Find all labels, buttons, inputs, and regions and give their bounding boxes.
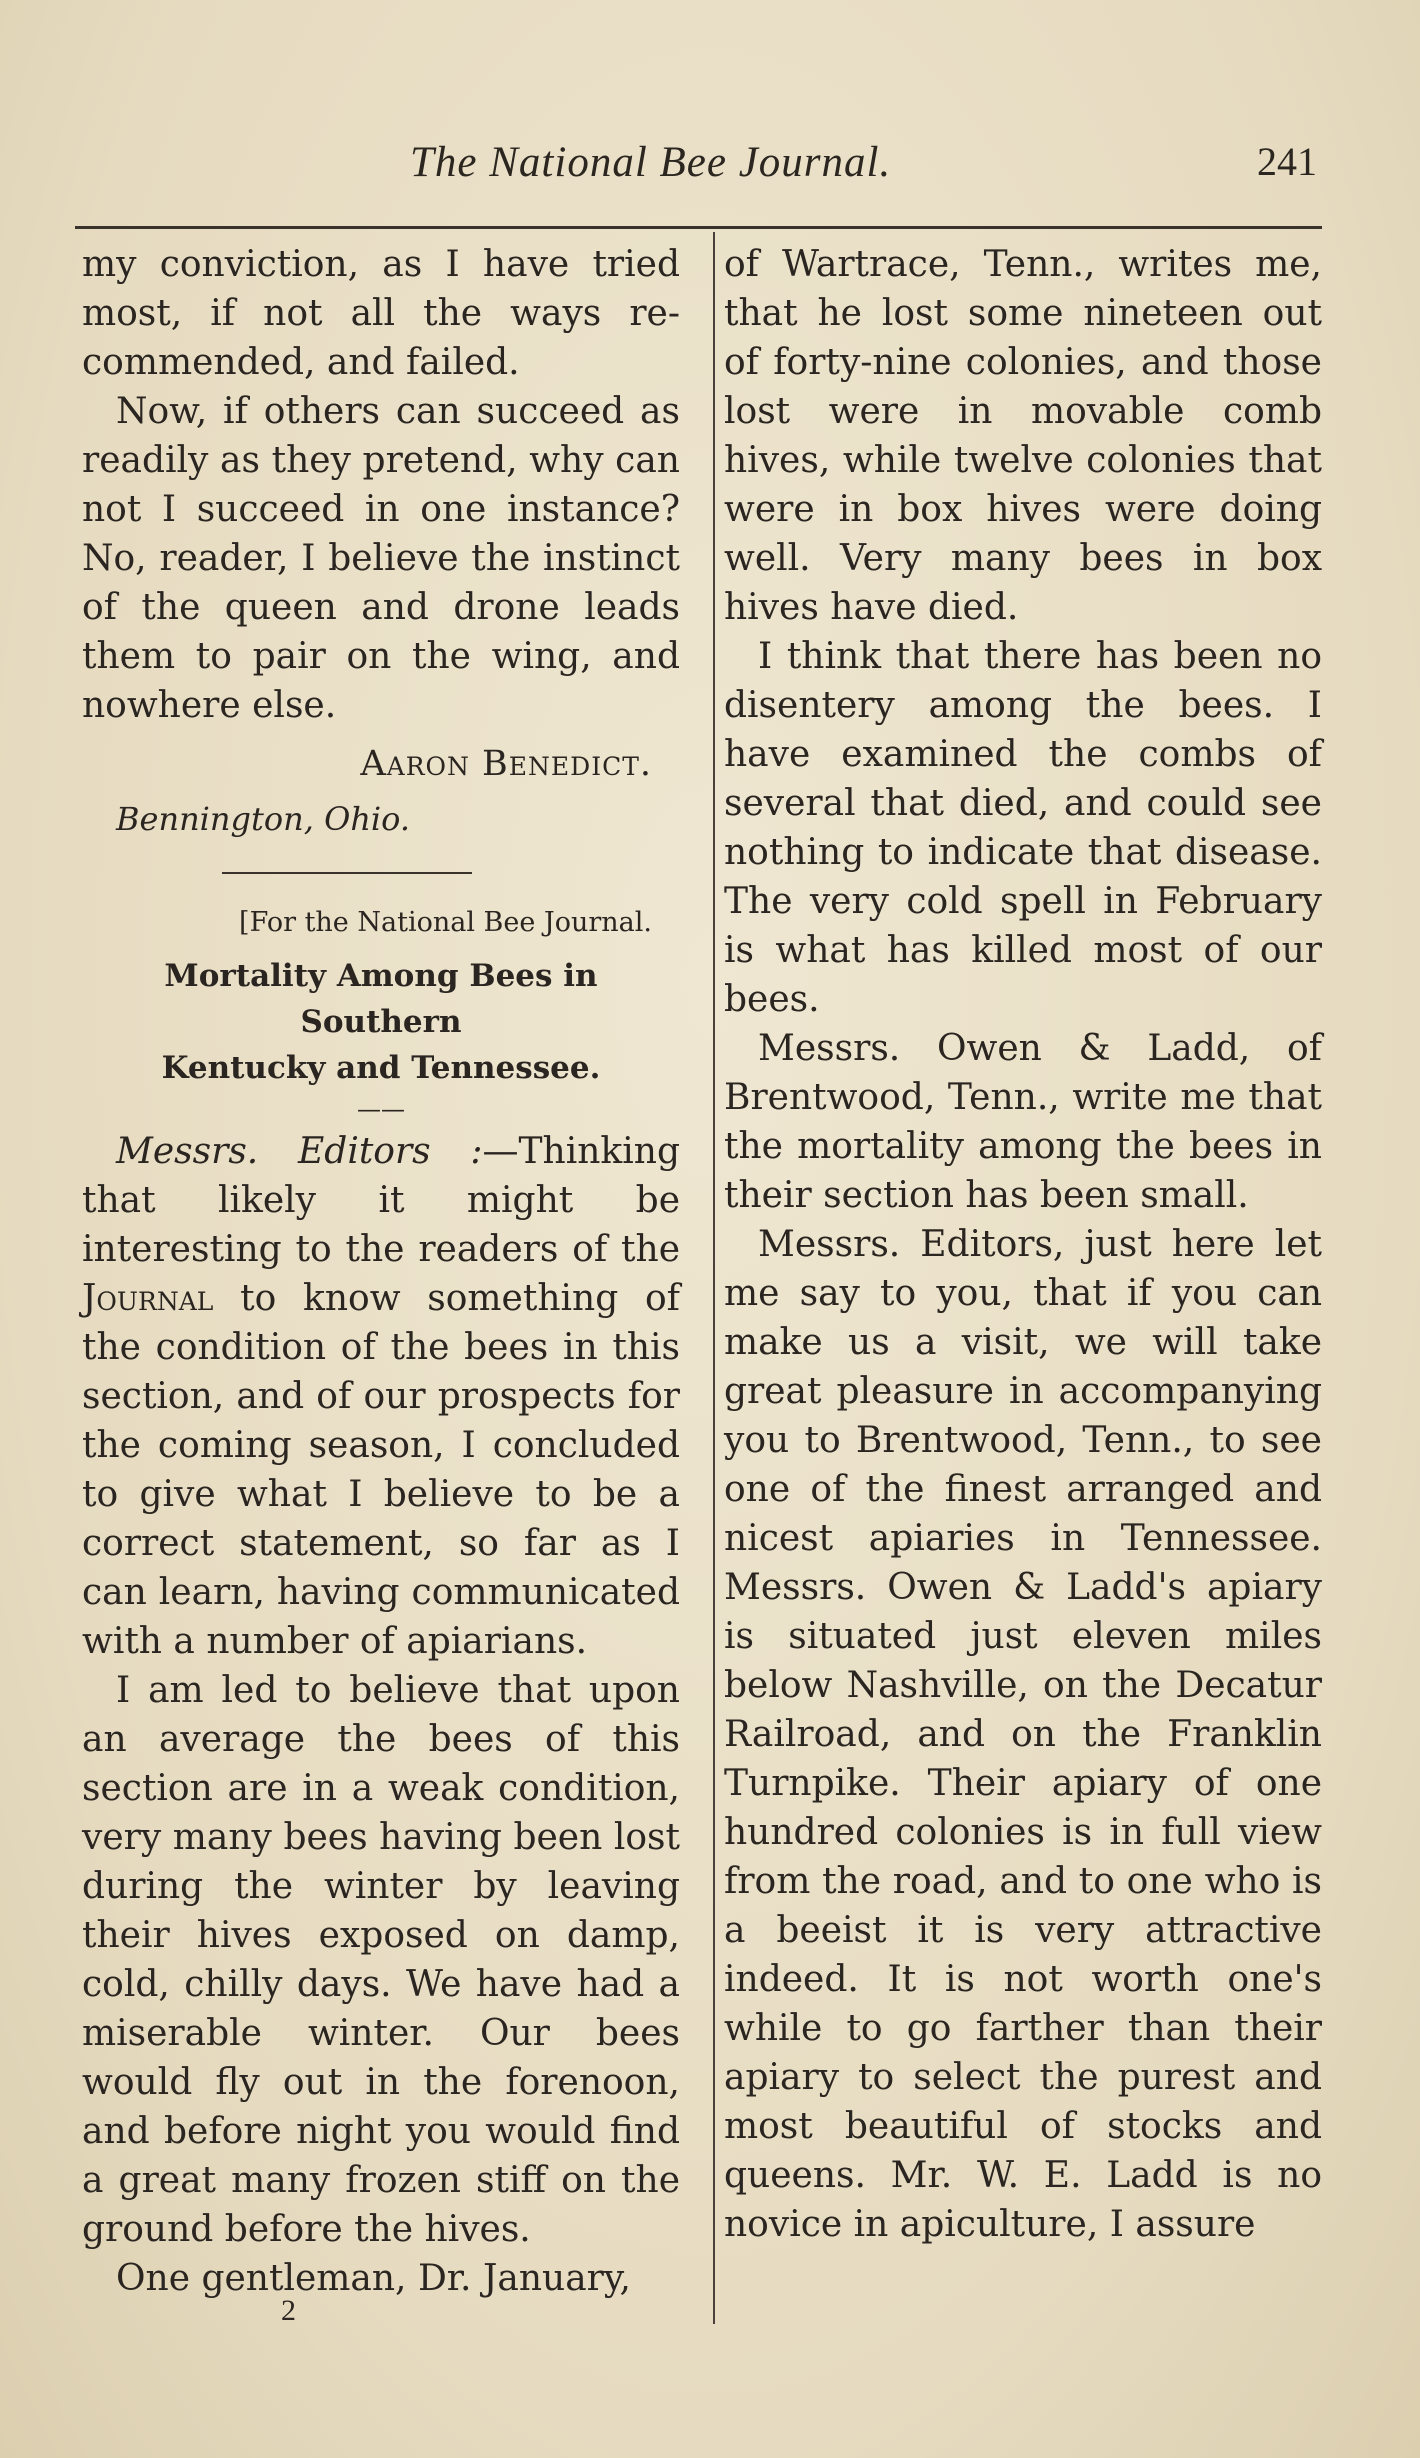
paragraph: Messrs. Editors, just here let me say to you, that if you can make us a visit, we will take great pleasure in accompanying you to Brentwood, Tenn., to see one of the finest arranged and nicest apiaries in Tennessee. Messrs. Owen & Ladd's apiary is situated just eleven miles below Nashville, on the Decatur Railroad, and on the Franklin Turnpike. Their apiary of one hundred colonies is in full view from the road, and to one who is a beeist it is very attractive indeed. It is not worth one's while to go farther than their apiary to select the purest and most beautiful of stocks and queens. Mr. W. E. Ladd is no novice in apiculture, I assure	[724, 1224, 1322, 2245]
header-rule	[75, 226, 1322, 229]
running-head	[0, 138, 1420, 198]
left-column	[82, 240, 680, 2303]
paragraph: Messrs. Owen & Ladd, of Brentwood, Tenn., write me that the mortality among the bees in their section has been small.	[724, 1028, 1322, 1216]
paragraph	[82, 1127, 680, 1666]
paragraph-text: to know something of the condition of the bees in this section, and of our prospects for the coming season, I concluded to give what I believe to be a correct statement, so far as I can learn, having communicated with a number of apiarians.	[82, 1278, 680, 1662]
signature-mark: 2	[281, 2294, 296, 2327]
paragraph: my conviction, as I have tried most, if not all the ways re-commended, and failed.	[82, 244, 680, 383]
journal-title: The National Bee Journal.	[410, 139, 892, 186]
paragraph-text: —Thinking that likely it might be interesting to the readers of the	[82, 1131, 680, 1270]
paragraph: I am led to believe that upon an average the bees of this section are in a weak condition, very many bees having been lost during the winter by leaving their hives exposed on damp, cold, chilly days. We have had a miserable winter. Our bees would fly out in the forenoon, and before night you would find a great many frozen stiff on the ground before the hives.	[82, 1670, 680, 2250]
page-number: 241	[1257, 139, 1317, 184]
article-title-line: Kentucky and Tennessee.	[161, 1050, 601, 1086]
journal-word: Journal	[82, 1278, 214, 1319]
column-divider	[713, 232, 715, 2324]
article-separator	[222, 872, 472, 874]
author-signature: Aaron Benedict.	[360, 744, 652, 784]
paragraph: One gentleman, Dr. January,	[116, 2258, 631, 2299]
article-title	[82, 953, 680, 1091]
right-column	[724, 240, 1322, 2249]
paragraph: Now, if others can succeed as readily as they pretend, why can not I succeed in one instance? No, reader, I believe the instinct of the queen and drone leads them to pair on the wing, and nowhere else.	[82, 391, 680, 726]
paragraph: of Wartrace, Tenn., writes me, that he lost some nineteen out of forty-nine colonies, and those lost were in movable comb hives, while twelve colonies that were in box hives were doing well. Very many bees in box hives have died.	[724, 244, 1322, 628]
article-title-line: Mortality Among Bees in Southern	[164, 958, 598, 1040]
title-dash: ——	[357, 1095, 405, 1123]
source-line: [For the National Bee Journal.	[239, 907, 652, 938]
author-place: Bennington, Ohio.	[116, 800, 411, 838]
paragraph: I think that there has been no disentery among the bees. I have examined the combs of several that died, and could see nothing to indicate that disease. The very cold spell in February is what has killed most of our bees.	[724, 636, 1322, 1020]
salutation: Messrs. Editors :	[116, 1131, 483, 1172]
